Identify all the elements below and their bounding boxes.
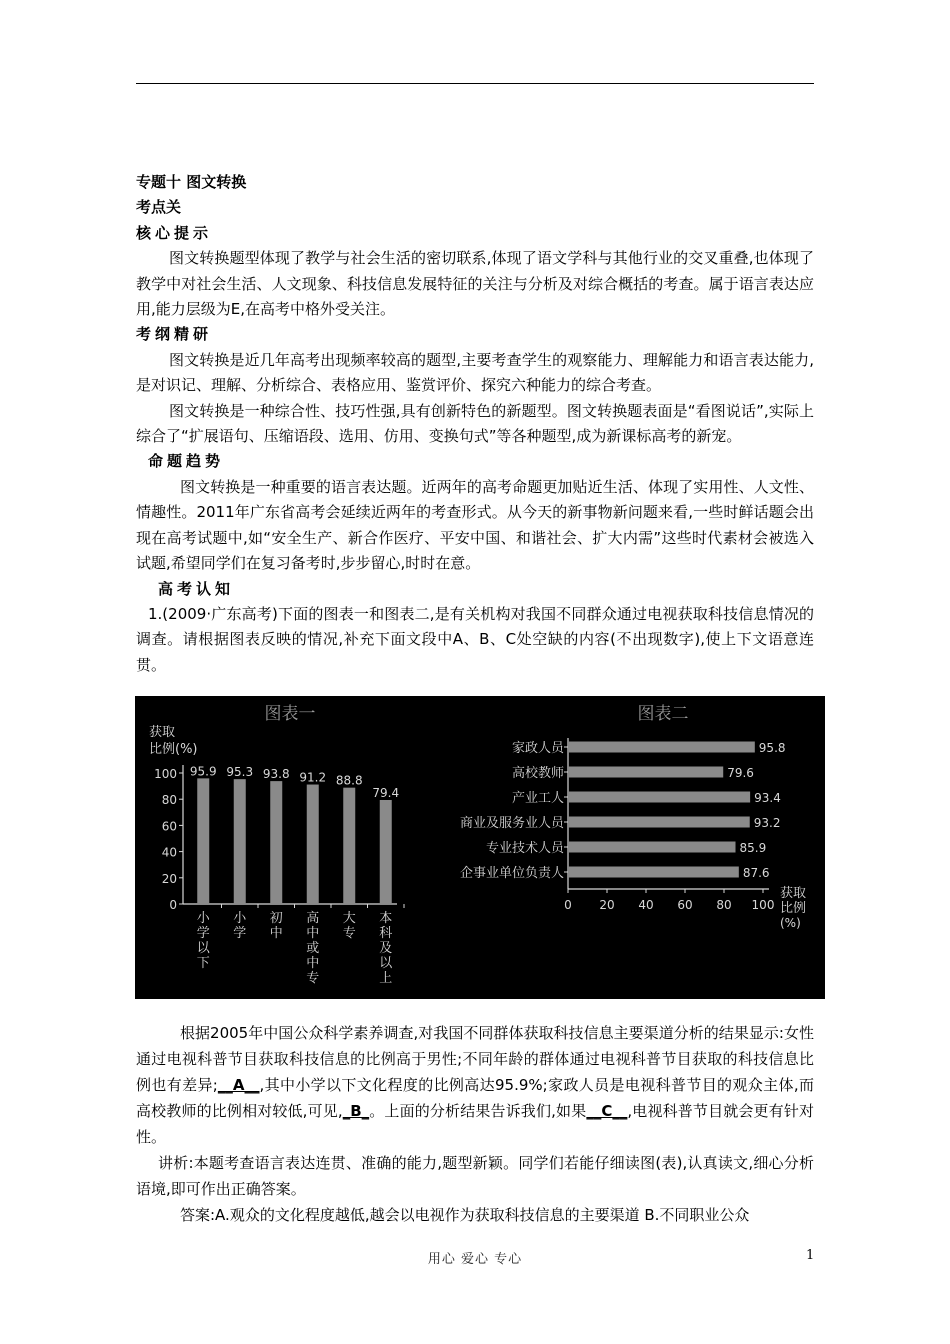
chart2-bar [568, 792, 750, 803]
chart1-category-label: 学 [233, 926, 247, 941]
chart2-bar [568, 767, 723, 778]
chart1-category-label: 以 [196, 941, 210, 956]
chart1-category-label: 高 [306, 911, 320, 926]
chart1-category-label: 及 [379, 941, 393, 956]
chart1-bar [270, 781, 282, 904]
chart2-data-label: 93.4 [754, 791, 781, 805]
footer-text: 用心 爱心 专心 [427, 1252, 523, 1267]
passage-text-b: ,其中小学以下文化程度的比例高达95.9%;家政人员是电视科普节目的观众主体,而高校教师的比例相对较低,可见, [136, 1076, 814, 1120]
blank-c: __C__ [586, 1102, 628, 1120]
chart2-category-label: 家政人员 [511, 741, 564, 756]
answer-paragraph: 答案:A.观众的文化程度越低,越会以电视作为获取科技信息的主要渠道 B.不同职业公众 [180, 1206, 750, 1224]
passage-paragraph [136, 1020, 814, 1150]
section-title: 专题十 图文转换 [136, 173, 247, 191]
blank-b: _B_ [342, 1102, 370, 1120]
chart1-category-label: 小 [233, 911, 247, 926]
document-body [136, 170, 814, 678]
chart2-bar [568, 842, 736, 853]
outline-title: 考纲精研 [136, 325, 213, 344]
chart1-category-label: 学 [196, 926, 210, 941]
chart1-category-label: 中 [306, 956, 320, 971]
analysis-paragraph: 讲析:本题考查语言表达连贯、准确的能力,题型新颖。同学们若能仔细读图(表),认真读文,细心分析语境,即可作出正确答案。 [136, 1154, 814, 1198]
chart2-category-label: 商业及服务业人员 [459, 816, 564, 831]
chart1-bar [197, 778, 209, 904]
chart1-data-label: 91.2 [299, 770, 327, 785]
chart1-category-label: 中 [306, 926, 320, 941]
chart1-category-label: 本 [379, 911, 393, 926]
chart1-bar [307, 785, 319, 904]
chart1-ylabel-line1: 获取 [149, 725, 176, 740]
cognize-title: 高考认知 [158, 579, 235, 598]
chart-figure [135, 696, 825, 999]
chart1-y-tick-label: 40 [161, 845, 177, 860]
chart1-y-tick-label: 100 [154, 767, 177, 781]
blank-a: __A__ [217, 1076, 260, 1094]
chart1-y-tick-label: 20 [161, 871, 177, 886]
chart1-y-tick-label: 60 [161, 819, 177, 834]
chart1-y-tick-label: 80 [161, 793, 177, 808]
chart2-category-label: 高校教师 [511, 766, 564, 781]
chart1-category-label: 大 [342, 911, 356, 926]
passage-text-c: 。上面的分析结果告诉我们,如果 [369, 1102, 587, 1120]
chart2-x-tick-label: 60 [677, 898, 693, 912]
chart2-category-label: 企事业单位负责人 [459, 866, 564, 881]
chart1-title: 图表一 [264, 704, 316, 724]
chart1-category-label: 上 [379, 971, 393, 986]
chart2-x-tick-label: 0 [564, 898, 572, 912]
chart1-data-label: 79.4 [372, 785, 400, 800]
chart2-xlabel-line3: (%) [780, 916, 801, 930]
chart2-category-label: 专业技术人员 [485, 841, 564, 856]
chart1-category-label: 或 [306, 941, 320, 956]
chart1-bar [234, 779, 246, 904]
chart1-category-label: 以 [379, 956, 393, 971]
chart2-xlabel-line1: 获取 [780, 886, 807, 901]
chart1-category-label: 科 [379, 926, 393, 941]
chart-svg [135, 696, 825, 999]
outline-paragraph-1: 图文转换是近几年高考出现频率较高的题型,主要考查学生的观察能力、理解能力和语言表达能力,是对识记、理解、分析综合、表格应用、鉴赏评价、探究六种能力的综合考查。 [136, 350, 814, 395]
chart2-bar [568, 817, 750, 828]
chart1-category-label: 小 [196, 911, 210, 926]
chart1-data-label: 88.8 [335, 773, 363, 788]
chart2-x-tick-label: 100 [751, 898, 775, 912]
chart1-category-label: 专 [342, 926, 356, 941]
core-title: 核心提示 [136, 223, 213, 242]
chart2-bar [568, 742, 755, 753]
chart1-category-label: 专 [306, 971, 320, 986]
chart1-category-label: 中 [269, 926, 283, 941]
chart2-title: 图表二 [637, 704, 689, 724]
section-subtitle: 考点关 [136, 198, 182, 217]
passage-text-a: 根据2005年中国公众科学素养调查,对我国不同群体获取科技信息主要渠道分析的结果显示:女性通过电视科普节目获取科技信息的比例高于男性;不同年龄的群体通过电视科普节目获取的科技信息比例也有差异; [136, 1024, 814, 1094]
trend-paragraph: 图文转换是一种重要的语言表达题。近两年的高考命题更加贴近生活、体现了实用性、人文性、情趣性。2011年广东省高考会延续近两年的考查形式。从今天的新事物新问题来看,一些时鲜话题会出现在高考试题中,如“安全生产、新合作医疗、平安中国、和谐社会、扩大内需”这些时代素材会被选入试题,希望同学们在复习备考时,步步留心,时时在意。 [136, 477, 814, 573]
chart2-data-label: 95.8 [758, 741, 786, 755]
chart2-xlabel-line2: 比例 [780, 901, 807, 916]
outline-paragraph-2: 图文转换是一种综合性、技巧性强,具有创新特色的新题型。图文转换题表面是“看图说话”,实际上综合了“扩展语句、压缩语段、选用、仿用、变换句式”等各种题型,成为新课标高考的新宠。 [136, 401, 814, 446]
chart1-data-label: 93.8 [262, 767, 290, 782]
chart2-data-label: 93.2 [753, 816, 781, 830]
chart2-x-tick-label: 40 [638, 898, 654, 912]
chart1-data-label: 95.9 [189, 764, 217, 779]
chart1-bar [343, 788, 355, 904]
passage-text-d: ,电视科普节目就会更有针对性。 [136, 1102, 814, 1146]
chart2-category-label: 产业工人 [511, 791, 564, 806]
chart1-ylabel-line2: 比例(%) [149, 742, 198, 757]
chart2-x-tick-label: 20 [599, 898, 615, 912]
passage [136, 1020, 814, 1228]
chart1-category-label: 初 [269, 911, 283, 926]
chart1-y-tick-label: 0 [169, 898, 177, 912]
chart2-data-label: 87.6 [742, 866, 770, 880]
trend-title: 命题趋势 [148, 452, 225, 471]
chart2-bar [568, 867, 739, 878]
chart1-category-label: 下 [196, 956, 210, 971]
chart1-data-label: 95.3 [226, 765, 254, 780]
chart2-data-label: 79.6 [727, 766, 754, 780]
header-rule [136, 83, 814, 84]
core-paragraph: 图文转换题型体现了教学与社会生活的密切联系,体现了语文学科与其他行业的交叉重叠,也体现了教学中对社会生活、人文现象、科技信息发展特征的关注与分析及对综合概括的考查。属于语言表达应用,能力层级为E,在高考中格外受关注。 [136, 249, 814, 319]
page-number: 1 [806, 1248, 815, 1263]
question-1: 1.(2009·广东高考)下面的图表一和图表二,是有关机构对我国不同群众通过电视获取科技信息情况的调查。请根据图表反映的情况,补充下面文段中A、B、C处空缺的内容(不出现数字),使上下文语意连贯。 [136, 604, 814, 674]
chart1-bar [380, 800, 392, 904]
chart2-x-tick-label: 80 [716, 898, 732, 912]
chart2-data-label: 85.9 [739, 841, 767, 855]
